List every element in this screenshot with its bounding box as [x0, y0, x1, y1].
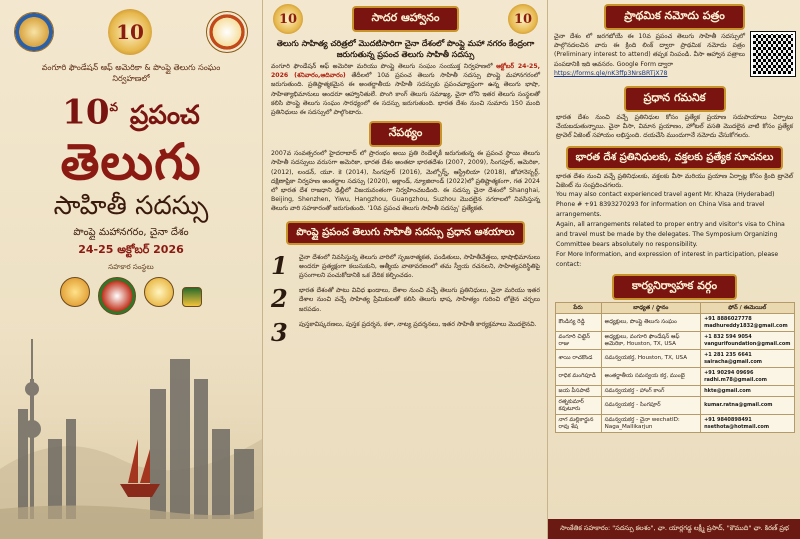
member-role: అధ్యక్షులు, వంగూరి ఫౌండేషన్ ఆఫ్ అమెరికా, Houston, TX, USA — [601, 332, 700, 350]
header-role: బాధ్యత / స్థానం — [601, 303, 700, 314]
member-email[interactable]: nsethota@hotmail.com — [704, 423, 770, 430]
committee-banner — [548, 276, 800, 298]
aims-title: పొంప్లై ప్రపంచ తెలుగు సాహితీ సదస్సు ప్రధాన ఆశయాలు — [288, 223, 522, 243]
travel-disclaimer: Again, all arrangements related to proper entry and visitor's visa to China and travel must be made by the delegates. The Symposium Organizing Committee bears absolutely no responsibility. — [556, 221, 785, 249]
india-delegates-banner — [548, 147, 800, 169]
welcome-body-start: వంగూరి ఫౌండేషన్ ఆఫ్ అమెరికా మరియు పొంప్లై తెలుగు సంఘం సంయుక్త నిర్వహణలో — [271, 63, 497, 70]
committee-header-row — [555, 303, 794, 314]
member-phone: +91 90294 09696 — [704, 369, 754, 376]
partner-logo-1 — [60, 277, 90, 307]
member-name: వంగూరి చిట్టెన్ రాజు — [555, 332, 601, 350]
tenth-logo-left — [273, 4, 303, 34]
member-role: సమన్వయకర్త, Houston, TX, USA — [601, 350, 700, 368]
organizer-names: వంగూరి ఫౌండేషన్ ఆఫ్ అమెరికా & పొంప్లై తెలుగు సంఘం — [41, 63, 221, 72]
ordinal-word: ప్రపంచ — [129, 100, 200, 131]
tenth-logo-right — [508, 4, 538, 34]
header-contact: ఫోన్ / ఈమెయిల్ — [701, 303, 794, 314]
table-row — [555, 332, 794, 350]
aims-banner — [263, 222, 548, 244]
header-name: పేరు — [555, 303, 601, 314]
partner-logo-4 — [182, 287, 202, 307]
partner-logo-3 — [144, 277, 174, 307]
member-role: అంతర్జాతీయ సమన్వయ కర్త, ముంబై — [601, 368, 700, 386]
aim-item — [263, 283, 548, 317]
member-role: సమన్వయకర్త - సింగపూర్ — [601, 397, 700, 415]
welcome-banner — [354, 8, 458, 30]
member-name: కౌండిన్య రెడ్డి — [555, 314, 601, 332]
member-phone: +1 281 235 6641 — [704, 351, 752, 358]
welcome-body — [263, 62, 548, 117]
travel-info-english — [548, 190, 800, 270]
main-note-title: ప్రధాన గమనిక — [626, 88, 724, 110]
member-contact — [701, 332, 794, 350]
table-row — [555, 350, 794, 368]
member-contact — [701, 386, 794, 397]
aim-text: భారత దేశంతో పాటు వివిధ ఖండాలు, దేశాల నుంచి వచ్చే తెలుగు ప్రతినిధులు, చైనా మరియు ఇతర దేశాల నుంచి వచ్చే సాహిత్య ప్రేమికులతో కలిసి తెలుగు భాష, సాహిత్యం గురించి లోతైన చర్చలు జరపడం. — [299, 287, 540, 313]
dates-text: 24-25 అక్టోబర్ 2026 — [78, 243, 184, 257]
aim-item — [263, 317, 548, 349]
tenth-conference-logo — [108, 9, 152, 55]
cover-logos — [0, 0, 262, 58]
aim-text: పుస్తకావిష్కరణలు, పుస్తక ప్రదర్శన, కళా, నాట్య ప్రదర్శనలు, ఇతర సాహితీ కార్యక్రమాలు మొదలైనవి. — [299, 320, 537, 328]
venue-text: పొంప్లై మహానగరం, చైనా దేశం — [73, 227, 189, 239]
member-email[interactable]: sairacha@gmail.com — [704, 358, 762, 365]
table-row — [555, 397, 794, 415]
aim-number: 2 — [271, 284, 288, 314]
aim-text: చైనా దేశంలో నివసిస్తున్న తెలుగు వారిలో సృజనాత్మకత, పండితులు, సాహితీవేత్తలు, భాషాభిమానులు అందరూ ప్రత్యక్షంగా కలుసుకుని, ఆత్మీయ వాతావరణంలో తమ స్వీయ రచనలని, సాహిత్యపరిస్థితిపై ప్రసంగాలని పంచుకోడానికి ఒక వేదిక కల్పించడం. — [299, 253, 540, 280]
member-phone: +91 8886027778 — [704, 315, 752, 322]
member-email[interactable]: madhureddy1832@gmail.com — [704, 322, 788, 329]
partners-label: సహకార సంస్థలు — [108, 263, 154, 272]
main-note-banner — [548, 88, 800, 110]
member-role: అధ్యక్షులు, పొంప్లై తెలుగు సంఘం — [601, 314, 700, 332]
logo-number: 10 — [116, 20, 144, 44]
member-contact — [701, 368, 794, 386]
organizer-suffix: నిర్వహణలో — [112, 74, 150, 83]
welcome-lead: తెలుగు సాహిత్య చరిత్రలో మొదటిసారిగా చైనా దేశంలో పొంప్లై మహా నగరం కేంద్రంగా జరుగుతున్న ప్రపంచ తెలుగు సాహితీ సదస్సు — [276, 39, 535, 59]
footer-credits: సాంకేతిక సహకారం: "సదస్సు కలశం", ఛా. యార్లగడ్డ లక్ష్మీ ప్రసాద్, "కౌముది" ఛా. కిరణ్ ప్రభ — [548, 519, 800, 539]
committee-title: కార్యనిర్వాహక వర్గం — [614, 276, 735, 298]
conference-title-sub: సాహితీ సదస్సు — [53, 191, 209, 222]
registration-body — [554, 32, 745, 78]
member-phone: +1 832 594 9054 — [704, 333, 752, 340]
member-email[interactable]: radhi.m78@gmail.com — [704, 376, 767, 383]
contact-prompt: For More Information, and expression of interest in participation, please contact: — [556, 251, 779, 269]
member-contact — [701, 415, 794, 433]
registration-row — [548, 28, 800, 82]
right-column — [547, 0, 800, 539]
registration-title: ప్రాథమిక నమోదు పత్రం — [606, 6, 743, 28]
member-phone: +91 9840898491 — [704, 416, 752, 423]
logo-number: 10 — [513, 11, 533, 27]
india-delegates-body: భారత దేశం నుంచి వచ్చే ప్రతినిధులకు, వక్తలకు వీసా మరియు ప్రయాణ ఏర్పాట్ల కోసం క్రింది ట్రావెల్ ఏజెంట్ ను సంప్రదించగలరు. — [556, 172, 793, 189]
welcome-header-row — [263, 0, 548, 34]
table-row — [555, 386, 794, 397]
member-contact — [701, 397, 794, 415]
member-name: జయ పీసపాటి — [555, 386, 601, 397]
welcome-dates: అక్టోబర్ 24-25, 2026 (శనివారం,ఆదివారం) — [271, 63, 540, 80]
shanghai-skyline-illustration — [0, 319, 262, 539]
registration-link[interactable]: https://forms.gle/nK3ffp3NrsBRTjX78 — [554, 69, 668, 77]
member-email[interactable]: vangurifoundation@gmail.com — [704, 340, 791, 347]
travel-phone-line: Phone # +91 8393270293 for information on China Visa and travel arrangements. — [556, 201, 765, 219]
aim-number: 1 — [271, 250, 288, 280]
ordinal-suffix: వ — [109, 100, 119, 114]
member-name: రాధిక మంగిపూడి — [555, 368, 601, 386]
logo-number: 10 — [278, 11, 298, 27]
partner-logo-2 — [98, 277, 136, 315]
background-banner — [263, 123, 548, 145]
member-email[interactable]: kumar.ratna@gmail.com — [704, 402, 773, 409]
aim-item — [263, 250, 548, 284]
registration-text: చైనా దేశం లో జరగబోయే ఈ 10వ ప్రపంచ తెలుగు సాహితీ సదస్సులో పాల్గొనదలచిన వారు ఈ క్రింది లింక్ ద్వారా ప్రాథమిక నమోదు పత్రం (Preliminary interest to attend) తప్పక నింపండి. వీసా ఆహ్వాన పత్రాలు పంపడానికి ఇది అవసరం. Google Form ద్వారా — [554, 33, 745, 68]
main-note-body: భారత దేశం నుంచి వచ్చే ప్రతినిధుల కోసం ప్రత్యేక ప్రయాణ సదుపాయాలు ఏర్పాటు చేయబడుతున్నాయి. చైనా వీసా, విమాన ప్రయాణం, హోటల్ వసతి మొదలైన వాటి కోసం ప్రత్యేక ట్రావెల్ ఏజెంట్ సహాయం లభిస్తుంది. దయచేసి ముందుగానే నమోదు చేసుకోగలరు. — [556, 114, 793, 140]
cover-column — [0, 0, 262, 539]
background-body: 2007వ సంవత్సరంలో హైదరాబాద్ లో ప్రారంభం అయి ప్రతి రెండేళ్ళకీ జరుగుతున్న ఈ ప్రపంచ స్థాయి తెలుగు సాహితీ సదస్సులు వరుసగా అమెరికా, భారత దేశం అంతటా భారతదేశం (2007, 2009), సింగపూర్, ఆమెరికా, (2012), లండన్, యూ. కె (2014), సింగపూర్ (2016), మెల్బోర్న్, ఆస్ట్రేలియా (2018), జోహానెస్బర్గ్, దక్షిణాఫ్రికా నిర్వహణ అంతర్జాల సదస్సు (2020), అక్లాండ్, న్యూజిలాండ్ (2022)లో ప్రతిష్టాత్మకంగా, గత 2024 లో భారత దేశ రాజధాని ఢిల్లీలో విజయవంతంగా నిర్వహించబడింది. ఈ సదస్సు చైనా దేశంలో Shanghai, Beijing, Shenzhen, Yiwu, Hangzhou, Guangzhou, Suzhou మొదలైన నగరాలలో నివసిస్తున్న తెలుగు వారి సహకారంతో జరుగుతుంది. '10వ ప్రపంచ తెలుగు సాహితీ సదస్సు' ప్రత్యేకత. — [271, 150, 540, 213]
india-delegates-title: భారత దేశ ప్రతినిధులకు, వక్తలకు ప్రత్యేక సూచనలు — [568, 148, 782, 168]
shanghai-telugu-association-logo — [206, 11, 248, 53]
ordinal-number: 10 — [62, 92, 110, 133]
travel-agent-line: You may also contact experienced travel agent Mr. Khaza (Hyderabad) — [556, 191, 775, 199]
organizer-line — [0, 62, 262, 84]
member-role: సమన్వయకర్త - హాంగ్ కాంగ్ — [601, 386, 700, 397]
committee-table — [555, 302, 795, 433]
table-row — [555, 415, 794, 433]
vangoori-foundation-logo — [14, 12, 54, 52]
background-title: నేపథ్యం — [371, 123, 441, 145]
middle-column — [262, 0, 548, 539]
member-email[interactable]: hkte@gmail.com — [704, 387, 751, 394]
welcome-body-rest: తేదీలలో 10వ ప్రపంచ తెలుగు సాహితీ సదస్సు పొంప్లై మహానగరంలో జరుగుతుంది. ప్రతిష్టాత్మకమైన ఈ అంతర్జాతీయ సాహితీ సదస్సుకు ప్రపంచవ్యాప్తంగా ఉన్న తెలుగు భాషా, సాహిత్యాభిమానులు అందరూ ఆహ్వానితులే. పొంగి కాంగ్ తెలుగు సమాఖ్య, చైనా లోని ఇతర తెలుగు సంస్థలతో కలిసి పొంప్లై తెలుగు సంఘం సారధ్యంలో ఈ సదస్సు జరుగుతుంది. భారత దేశం నుంచి సుమారు 150 మంది ప్రతినిధులు ఈ సదస్సులో పాల్గొంటారు. — [271, 72, 540, 117]
member-contact — [701, 314, 794, 332]
qr-code-icon[interactable] — [751, 32, 795, 76]
aims-list — [263, 250, 548, 349]
partner-logos — [0, 277, 262, 315]
registration-banner — [548, 6, 800, 28]
member-role: సమన్వయకర్త - చైనా wechatID: Naga_Mallikarjun — [601, 415, 700, 433]
aim-number: 3 — [271, 317, 288, 347]
conference-title-main: తెలుగు — [60, 132, 202, 192]
member-contact — [701, 350, 794, 368]
table-row — [555, 314, 794, 332]
member-name: రత్నకుమార్ కవుటూరు — [555, 397, 601, 415]
member-name: నాగ మల్లికార్జున రావు శేష — [555, 415, 601, 433]
member-name: శాయి రాచకొండ — [555, 350, 601, 368]
table-row — [555, 368, 794, 386]
conference-ordinal — [0, 88, 262, 134]
welcome-title: సాదర ఆహ్వానం — [354, 8, 458, 30]
